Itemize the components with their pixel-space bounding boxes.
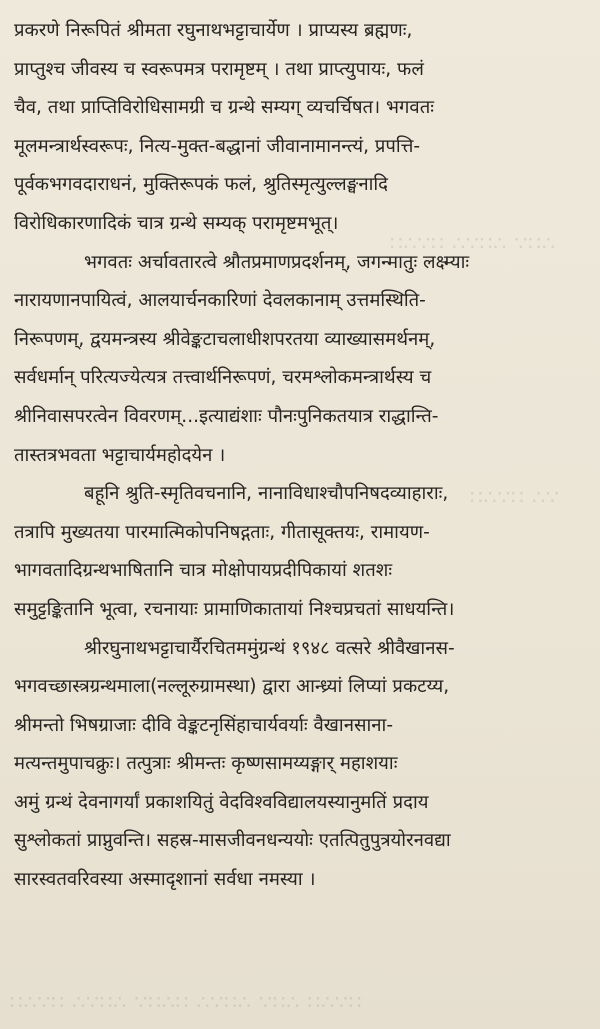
text-line: भगवतः अर्चावतारत्वे श्रौतप्रमाणप्रदर्शनम्, जगन्मातुः लक्ष्म्याः <box>84 251 470 273</box>
bleed-through-shadow: ∷∴∵∷ ∴∵∷∴ ∵∷∴ <box>390 231 556 255</box>
text-line: निरूपणम्, द्वयमन्त्रस्य श्रीवेङ्कटाचलाधीशपरतया व्याख्यासमर्थनम्, <box>14 328 436 350</box>
text-line: विरोधिकारणादिकं चात्र ग्रन्थे सम्यक् परामृष्टमभूत्। <box>14 212 339 234</box>
text-line: तास्तत्रभवता भट्टाचार्यमहोदयेन । <box>14 444 226 466</box>
text-line: भागवतादिग्रन्थभाषितानि चात्र मोक्षोपायप्रदीपिकायां शतशः <box>14 560 393 582</box>
text-line: श्रीमन्तो भिषग्राजाः दीवि वेङ्कटनृसिंहाचार्यवर्याः वैखानसाना- <box>14 714 393 736</box>
text-line: सर्वधर्मान् परित्यज्येत्यत्र तत्त्वार्थनिरूपणं, चरमश्लोकमन्त्रार्थस्य च <box>14 367 432 389</box>
text-line: पूर्वकभगवदाराधनं, मुक्तिरूपकं फलं, श्रुतिस्मृत्युल्लङ्घनादि <box>14 174 389 196</box>
text-line: भगवच्छास्त्रग्रन्थमाला(नल्लूरुग्रामस्था) द्वारा आन्ध्र्यां लिप्यां प्रकटय्य, <box>14 676 450 698</box>
text-line: श्रीरघुनाथभट्टाचार्यैरचितममुंग्रन्थं १९४८ वत्सरे श्रीवैखानस- <box>84 637 455 659</box>
text-line: मत्यन्तमुपाचक्रुः। तत्पुत्राः श्रीमन्तः कृष्णसामय्यङ्गार् महाशयाः <box>14 753 398 775</box>
body-text <box>14 12 588 900</box>
text-line: सारस्वतवरिवस्या अस्मादृशानां सर्वधा नमस्या । <box>14 869 316 891</box>
text-line: प्रकरणे निरूपितं श्रीमता रघुनाथभट्टाचार्येण । प्राप्यस्य ब्रह्मणः, <box>14 20 413 41</box>
text-line: प्राप्तुश्च जीवस्य च स्वरूपमत्र परामृष्टम् । तथा प्राप्त्युपायः, फलं <box>14 58 424 80</box>
text-line: अमुं ग्रन्थं देवनागर्यां प्रकाशयितुं वेदविश्वविद्यालयस्यानुमतिं प्रदाय <box>14 791 429 813</box>
bleed-through-shadow: ∷∴∵∷ ∴∵∷∴ ∵∷∴∷ ∴∵∷∴ ∵∷∴ ∷∴∵∷ <box>10 990 363 1014</box>
text-line: बहूनि श्रुति-स्मृतिवचनानि, नानाविधाश्चौपनिषदव्याहाराः, <box>84 483 449 505</box>
text-line: चैव, तथा प्राप्तिविरोधिसामग्री च ग्रन्थे सम्यग् व्यचर्चिषत। भगवतः <box>14 97 434 119</box>
text-line: तत्रापि मुख्यतया पारमात्मिकोपनिषद्गताः, गीतासूक्तयः, रामायण- <box>14 521 430 543</box>
text-line: नारायणानपायित्वं, आलयार्चनकारिणां देवलकानाम् उत्तमस्थिति- <box>14 290 426 312</box>
text-line: श्रीनिवासपरत्वेन विवरणम्...इत्याद्यंशाः पौनःपुनिकतयात्र राद्धान्ति- <box>14 405 439 427</box>
text-line: मूलमन्त्रार्थस्वरूपः, नित्य-मुक्त-बद्धानां जीवानामानन्त्यं, प्रपत्ति- <box>14 135 421 157</box>
text-line: समुट्टङ्कितानि भूत्वा, रचनायाः प्रामाणिकातायां निश्चप्रचतां साधयन्ति। <box>14 598 455 620</box>
text-line: सुश्लोकतां प्राप्नुवन्ति। सहस्र-मासजीवनधन्ययोः एतत्पितुपुत्रयोरनवद्या <box>14 830 451 852</box>
bleed-through-shadow: ∷∴∵∷ ∴∵ <box>470 485 560 509</box>
